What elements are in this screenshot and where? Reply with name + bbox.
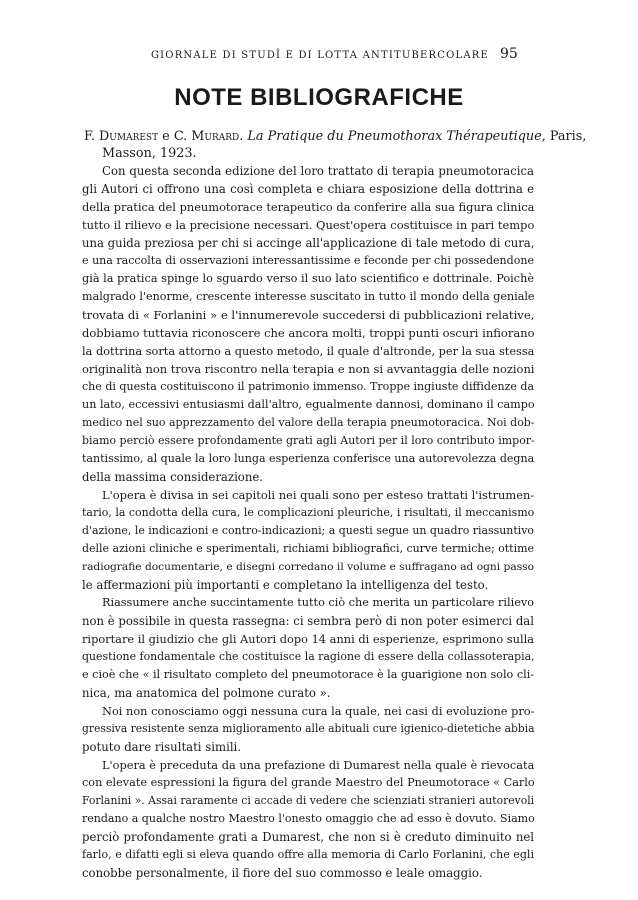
- text-line: Forlanini ». Assai raramente ci accade di vedere che scienziati stranieri autorevoli: [82, 794, 535, 807]
- text-line: perciò profondamente grati a Dumarest, che non si è creduto diminuito nel: [82, 830, 534, 844]
- text-line: e una raccolta di osservazioni interessantissime e feconde per chi possedendone: [82, 254, 534, 267]
- text-line: della pratica del pneumotorace terapeutico da conferire alla sua figura clinica: [82, 200, 535, 214]
- text-line: trovata di « Forlanini » e l'innumerevole succedersi di pubblicazioni relative,: [82, 308, 535, 322]
- citation-conjunction: e: [158, 129, 174, 144]
- text-line: Riassumere anche succintamente tutto ciò che merita un particolare rilievo: [102, 596, 534, 609]
- text-line: della massima considerazione.: [82, 470, 263, 484]
- text-line: questione fondamentale che costituisce la ragione di essere della collassoterapia,: [82, 650, 535, 663]
- citation-line-2: Masson, 1923.: [102, 146, 197, 161]
- text-line: gli Autori ci offrono una così completa e chiara esposizione della dottrina e: [82, 182, 534, 196]
- text-line: conobbe personalmente, il fiore del suo commosso e leale omaggio.: [82, 866, 483, 880]
- text-line: originalità non trova riscontro nella terapia e non si avvantaggia delle nozioni: [82, 362, 535, 376]
- text-line: biamo perciò essere profondamente grati agli Autori per il loro contributo impor-: [82, 434, 535, 447]
- text-line: Con questa seconda edizione del loro trattato di terapia pneumotoracica: [102, 164, 534, 178]
- text-line: L'opera è divisa in sei capitoli nei quali sono per esteso trattati l'istrumen-: [102, 488, 535, 502]
- paragraph: [82, 486, 534, 594]
- text-line: farlo, e difatti egli si eleva quando offre alla memoria di Carlo Forlanini, che egli: [82, 848, 534, 861]
- text-line: con elevate espressioni la figura del grande Maestro del Pneumotorace « Carlo: [82, 776, 535, 789]
- review-body: [82, 162, 534, 882]
- text-line: delle azioni cliniche e sperimentali, richiami bibliografici, curve termiche; ottime: [82, 542, 535, 555]
- citation-author-2: C. Murard.: [173, 129, 244, 144]
- text-line: dobbiamo tuttavia riconoscere che ancora molti, troppi punti oscuri infiorano: [82, 326, 535, 340]
- text-line: d'azione, le indicazioni e contro-indicazioni; a questi segue un quadro riassuntivo: [82, 524, 534, 537]
- text-line: radiografie documentarie, e disegni corredano il volume e suffragano ad ogni passo: [82, 560, 534, 573]
- text-line: e cioè che « il risultato completo del pneumotorace è la guarigione non solo cli-: [82, 668, 535, 681]
- paragraph: [82, 594, 534, 702]
- text-line: la dottrina sorta attorno a questo metodo, il quale d'altronde, per la sua stessa: [82, 344, 535, 358]
- paragraph: [82, 702, 534, 756]
- text-line: che di questa costituiscono il patrimonio immenso. Troppe ingiuste diffidenze da: [82, 380, 535, 393]
- text-line: malgrado l'enorme, crescente interesse suscitato in tutto il mondo della geniale: [82, 290, 535, 303]
- text-line: una guida preziosa per chi si accinge all'applicazione di tale metodo di cura,: [82, 236, 535, 250]
- paragraph: [82, 162, 534, 486]
- text-line: L'opera è preceduta da una prefazione di Dumarest nella quale è rievocata: [102, 758, 535, 772]
- text-line: tario, la condotta della cura, le complicazioni pleuriche, i risultati, il meccanismo: [82, 506, 535, 519]
- text-line: un lato, eccessivi entusiasmi dall'altro, egualmente dannosi, dominano il campo: [82, 398, 535, 411]
- citation-line-1: [84, 128, 587, 145]
- text-line: non è possibile in questa rassegna: ci sembra però di non poter esimerci dal: [82, 614, 534, 628]
- text-line: gressiva resistente senza miglioramento alle abituali cure igienico-dietetiche abbia: [82, 722, 535, 735]
- text-line: medico nel suo apprezzamento del valore della terapia pneumotoracica. Noi dob-: [82, 416, 535, 429]
- text-line: potuto dare risultati simili.: [82, 740, 242, 754]
- text-line: già la pratica spinge lo sguardo verso il suo lato scientifico e dottrinale. Poichè: [82, 272, 534, 285]
- text-line: le affermazioni più importanti e completano la intelligenza del testo.: [82, 578, 489, 592]
- bibliographic-citation: [84, 128, 587, 162]
- citation-place: , Paris,: [541, 129, 587, 144]
- citation-author-1: F. Dumarest: [84, 129, 159, 144]
- text-line: riportare il giudizio che gli Autori dopo 14 anni di esperienze, esprimono sulla: [82, 632, 534, 646]
- paragraph: [82, 756, 534, 882]
- text-line: tutto il rilievo e la precisione necessari. Quest'opera costituisce in pari tempo: [82, 218, 535, 232]
- citation-book-title: La Pratique du Pneumothorax Thérapeutique: [247, 129, 542, 144]
- text-line: tantissimo, al quale la loro lunga esperienza conferisce una autorevolezza degna: [82, 452, 535, 465]
- page-number: 95: [500, 46, 518, 62]
- section-title: NOTE BIBLIOGRAFICHE: [174, 84, 464, 111]
- text-line: nica, ma anatomica del polmone curato ».: [82, 686, 331, 700]
- text-line: Noi non conosciamo oggi nessuna cura la quale, nei casi di evoluzione pro-: [102, 704, 535, 718]
- text-line: rendano a qualche nostro Maestro l'onesto omaggio che ad esso è dovuto. Siamo: [82, 812, 535, 825]
- running-header: GIORNALE DI STUDÎ E DI LOTTA ANTITUBERCOLARE: [150, 50, 490, 61]
